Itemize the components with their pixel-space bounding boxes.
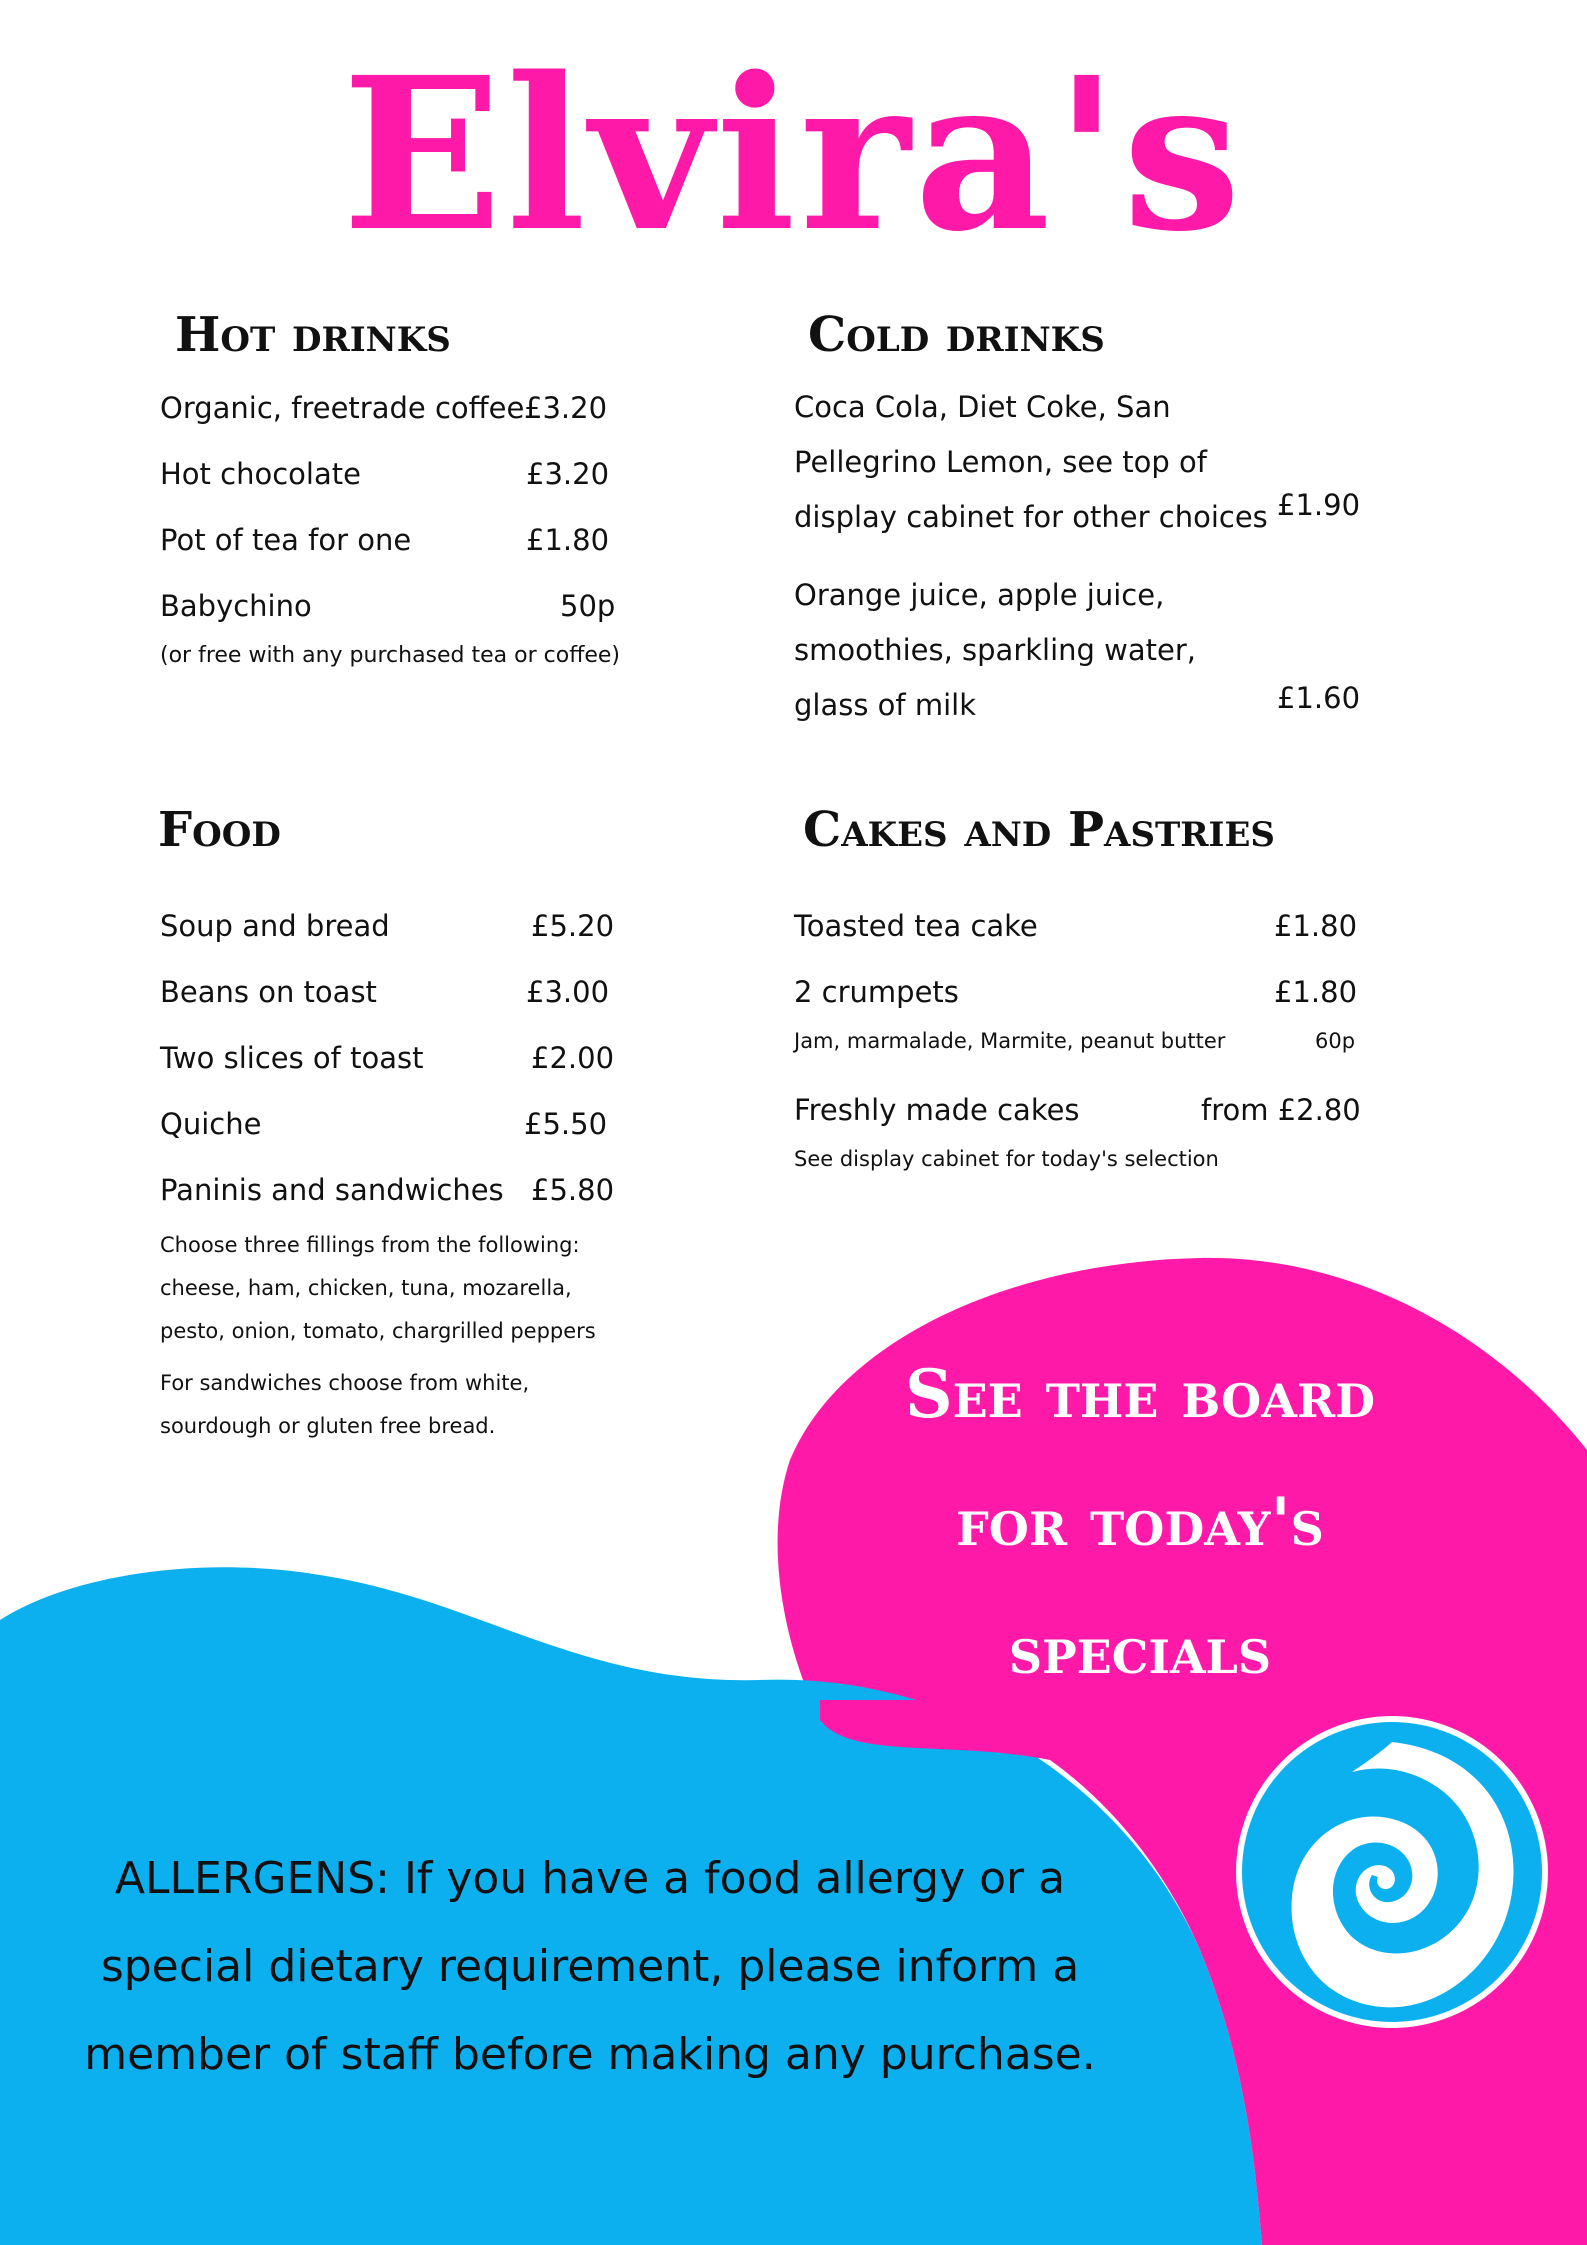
specials-line: See the board	[904, 1355, 1376, 1433]
spiral-icon	[1232, 1712, 1552, 2032]
menu-item-price: £5.20	[531, 909, 615, 943]
menu-item-name: Freshly made cakes	[794, 1093, 1080, 1127]
spreads-price: 60p	[1315, 1029, 1356, 1053]
menu-item-price: £1.80	[1274, 909, 1358, 943]
fillings-note	[160, 1224, 596, 1353]
menu-item-price: £3.00	[526, 975, 610, 1009]
fillings-line: Choose three fillings from the following:	[160, 1233, 580, 1257]
menu-item-price: £5.80	[531, 1173, 615, 1207]
menu-item-price: from £2.80	[1201, 1093, 1361, 1127]
bread-line: For sandwiches choose from white,	[160, 1371, 530, 1395]
cold-drinks-line: Orange juice, apple juice,	[794, 578, 1165, 612]
cakes-heading: Cakes and Pastries	[803, 802, 1275, 858]
fillings-line: cheese, ham, chicken, tuna, mozarella,	[160, 1276, 572, 1300]
allergens-line: ALLERGENS: If you have a food allergy or a	[114, 1853, 1066, 1904]
menu-item-name: Paninis and sandwiches	[160, 1173, 504, 1207]
cold-drinks-group-2	[794, 568, 1196, 733]
specials-line: specials	[1008, 1611, 1272, 1689]
specials-line: for today's	[956, 1483, 1324, 1561]
specials-callout	[840, 1330, 1440, 1714]
allergens-line: special dietary requirement, please inform a	[100, 1941, 1080, 1992]
bread-line: sourdough or gluten free bread.	[160, 1414, 496, 1438]
restaurant-title: Elvira's	[342, 31, 1245, 278]
menu-item-name: Two slices of toast	[160, 1041, 424, 1075]
allergens-notice	[60, 1835, 1120, 2099]
menu-item-price: £2.00	[531, 1041, 615, 1075]
menu-item-name: Toasted tea cake	[794, 909, 1038, 943]
menu-item-name: Pot of tea for one	[160, 523, 412, 557]
menu-item-price: £1.80	[526, 523, 610, 557]
spreads-note: Jam, marmalade, Marmite, peanut butter	[794, 1029, 1226, 1053]
food-heading: Food	[158, 802, 281, 858]
cold-drinks-line: Pellegrino Lemon, see top of	[794, 445, 1207, 479]
cold-drinks-price-2: £1.60	[1277, 681, 1361, 715]
menu-item-name: Quiche	[160, 1107, 262, 1141]
menu-item-price: £3.20	[526, 457, 610, 491]
cold-drinks-group-1	[794, 380, 1268, 545]
menu-item-price: £5.50	[524, 1107, 608, 1141]
menu-item-name: 2 crumpets	[794, 975, 959, 1009]
menu-item-price: 50p	[560, 589, 616, 623]
bread-note	[160, 1362, 529, 1448]
menu-item-name: Soup and bread	[160, 909, 390, 943]
hot-drinks-heading: Hot drinks	[175, 307, 451, 363]
cold-drinks-price-1: £1.90	[1277, 488, 1361, 522]
cakes-note: See display cabinet for today's selection	[794, 1147, 1219, 1171]
cold-drinks-line: glass of milk	[794, 688, 977, 722]
menu-item-name: Hot chocolate	[160, 457, 361, 491]
menu-item-name: Beans on toast	[160, 975, 377, 1009]
babychino-note: (or free with any purchased tea or coffee)	[160, 643, 621, 668]
menu-item-price: £1.80	[1274, 975, 1358, 1009]
cold-drinks-line: Coca Cola, Diet Coke, San	[794, 390, 1171, 424]
allergens-line: member of staff before making any purchase.	[84, 2029, 1096, 2080]
menu-item-name: Organic, freetrade coffee	[160, 391, 525, 425]
cold-drinks-line: smoothies, sparkling water,	[794, 633, 1197, 667]
menu-item-name: Babychino	[160, 589, 312, 623]
cold-drinks-line: display cabinet for other choices	[794, 500, 1268, 534]
cold-drinks-heading: Cold drinks	[808, 307, 1105, 363]
fillings-line: pesto, onion, tomato, chargrilled peppers	[160, 1319, 596, 1343]
menu-item-price: £3.20	[524, 391, 608, 425]
